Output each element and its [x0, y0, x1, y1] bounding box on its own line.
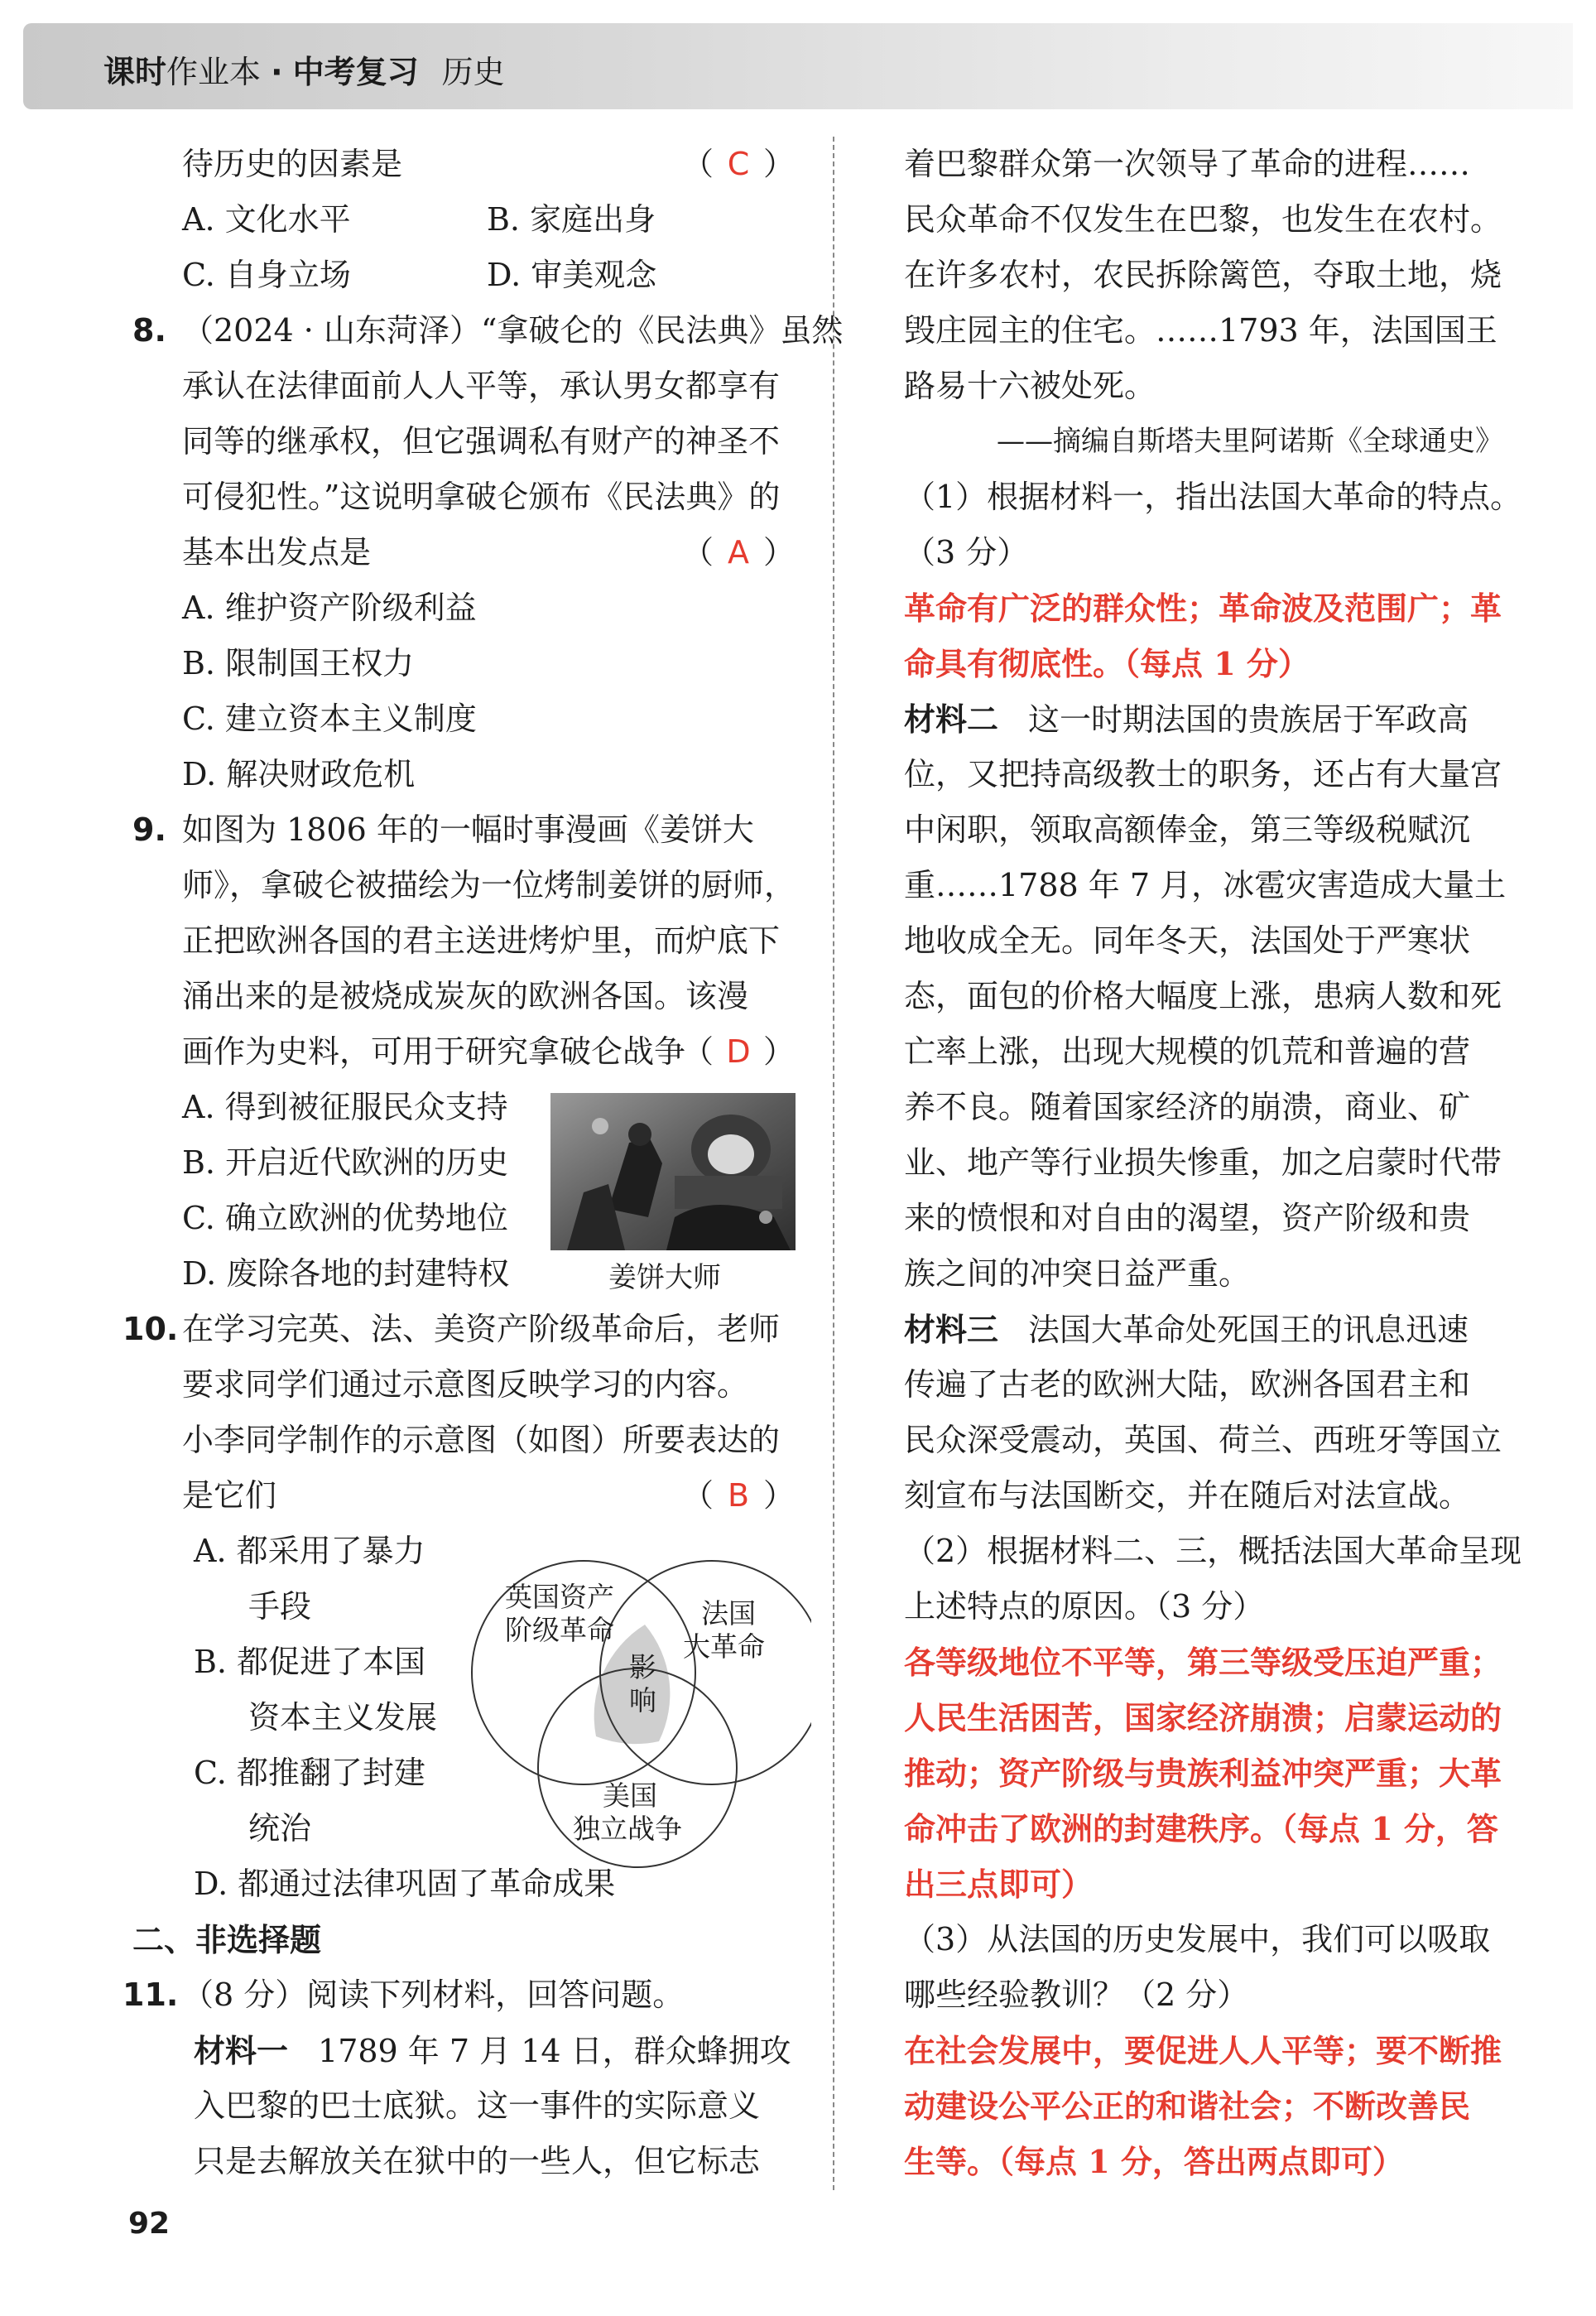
m2-line-9: 业、地产等行业损失惨重，加之启蒙时代带 — [904, 1144, 1502, 1181]
right-column — [904, 137, 1522, 2189]
a2-line-4: 命冲击了欧洲的封建秩序。（每点 1 分，答 — [904, 1810, 1498, 1847]
cartoon-caption: 姜饼大师 — [608, 1261, 721, 1294]
a2-line-2: 人民生活困苦，国家经济崩溃；启蒙运动的 — [904, 1699, 1502, 1736]
q10-option-b-cont: 资本主义发展 — [248, 1699, 438, 1736]
q7-options-row1: A. 文化水平 B. 家庭出身 — [182, 201, 656, 238]
q10-line-2: 要求同学们通过示意图反映学习的内容。 — [182, 1366, 749, 1403]
q3-line-1: （3）从法国的历史发展中，我们可以吸取 — [904, 1921, 1491, 1957]
q9-option-b: B. 开启近代欧洲的历史 — [182, 1144, 509, 1181]
m2-line-10: 来的愤恨和对自由的渴望，资产阶级和贵 — [904, 1200, 1471, 1236]
m2-line-7: 亡率上涨，出现大规模的饥荒和普遍的营 — [904, 1033, 1471, 1070]
q11-intro: 11. （8 分）阅读下列材料，回答问题。 — [123, 1977, 685, 2013]
m3-line-3: 民众深受震动，英国、荷兰、西班牙等国立 — [904, 1422, 1502, 1458]
m1-cont-3: 在许多农村，农民拆除篱笆，夺取土地，烧 — [904, 257, 1502, 293]
a3-line-1: 在社会发展中，要促进人人平等；要不断推 — [904, 2032, 1502, 2069]
q10-option-b: B. 都促进了本国 — [194, 1644, 426, 1680]
q10-option-c-cont: 统治 — [248, 1810, 312, 1847]
q8-option-a: A. 维护资产阶级利益 — [182, 590, 477, 626]
venn-label-usa-2: 独立战争 — [573, 1813, 682, 1845]
q10-option-a: A. 都采用了暴力 — [194, 1533, 425, 1569]
q8-line-4: 可侵犯性。”这说明拿破仑颁布《民法典》的 — [182, 479, 781, 515]
m3-line-1: 材料三 法国大革命处死国王的讯息迅速 — [904, 1311, 1469, 1348]
venn-center-2: 响 — [629, 1684, 656, 1717]
m2-line-4: 重……1788 年 7 月，冰雹灾害造成大量土 — [904, 867, 1507, 903]
q8-answer: （ A ） — [681, 534, 795, 571]
q8-option-d: D. 解决财政危机 — [182, 756, 416, 792]
q10-option-c: C. 都推翻了封建 — [194, 1755, 425, 1791]
q9-line-1: 9. 如图为 1806 年的一幅时事漫画《姜饼大 — [132, 811, 754, 848]
column-divider — [833, 137, 834, 2190]
section-heading: 二、非选择题 — [132, 1921, 322, 1958]
venn-label-britain-1: 英国资产 — [505, 1581, 614, 1613]
header-title: 课时作业本 · 中考复习 历史 — [103, 54, 505, 90]
a2-line-3: 推动；资产阶级与贵族利益冲突严重；大革 — [904, 1755, 1502, 1792]
m2-line-6: 态，面包的价格大幅度上涨，患病人数和死 — [904, 978, 1502, 1014]
q8-line-2: 承认在法律面前人人平等，承认男女都享有 — [182, 368, 781, 404]
a1-line-2: 命具有彻底性。（每点 1 分） — [904, 645, 1310, 682]
m1-cont-2: 民众革命不仅发生在巴黎，也发生在农村。 — [904, 201, 1502, 238]
m3-line-2: 传遍了古老的欧洲大陆，欧洲各国君主和 — [904, 1366, 1471, 1403]
q7-options-row2: C. 自身立场 D. 审美观念 — [182, 257, 657, 293]
m2-line-2: 位，又把持高级教士的职务，还占有大量宫 — [904, 756, 1502, 792]
q1-line-2: （3 分） — [904, 534, 1029, 571]
a1-line-1: 革命有广泛的群众性；革命波及范围广；革 — [904, 590, 1502, 627]
a2-line-1: 各等级地位不平等，第三等级受压迫严重； — [904, 1644, 1502, 1681]
q10-option-a-cont: 手段 — [248, 1588, 312, 1625]
a2-line-5: 出三点即可） — [904, 1866, 1094, 1903]
q11-m1-line-3: 只是去解放关在狱中的一些人，但它标志 — [194, 2143, 761, 2179]
q9-line-2: 师》，拿破仑被描绘为一位烤制姜饼的厨师， — [182, 867, 796, 903]
q9-line-4: 涌出来的是被烧成炭灰的欧洲各国。该漫 — [182, 978, 749, 1014]
m1-cont-4: 毁庄园主的住宅。……1793 年，法国国王 — [904, 312, 1497, 349]
q9-line-5: 画作为史料，可用于研究拿破仑战争 （ D ） — [123, 1024, 801, 1080]
q8-line-5: 基本出发点是 （ A ） — [123, 525, 801, 580]
venn-center-1: 影 — [629, 1651, 656, 1683]
q7-stem-tail: 待历史的因素是 （ C ） — [123, 137, 801, 192]
m1-source: ——摘编自斯塔夫里阿诺斯《全球通史》 — [997, 425, 1503, 458]
q10-line-4: 是它们 （ B ） — [123, 1468, 801, 1524]
q8-option-b: B. 限制国王权力 — [182, 645, 415, 681]
m2-line-5: 地收成全无。同年冬天，法国处于严寒状 — [904, 922, 1471, 959]
q11-m1-line-2: 入巴黎的巴士底狱。这一事件的实际意义 — [194, 2087, 761, 2124]
q7-answer: （ C ） — [681, 146, 795, 182]
q8-line-1: 8. （2024 · 山东菏泽）“拿破仑的《民法典》虽然 — [132, 312, 844, 349]
q10-option-d: D. 都通过法律巩固了革命成果 — [194, 1866, 616, 1902]
venn-label-usa-1: 美国 — [603, 1779, 657, 1812]
q11-m1-line-1: 材料一 1789 年 7 月 14 日，群众蜂拥攻 — [194, 2032, 791, 2069]
venn-label-france-2: 大革命 — [683, 1630, 765, 1663]
m2-line-1: 材料二 这一时期法国的贵族居于军政高 — [904, 701, 1469, 738]
q10-line-3: 小李同学制作的示意图（如图）所要表达的 — [182, 1422, 781, 1458]
q8-option-c: C. 建立资本主义制度 — [182, 701, 477, 737]
m2-line-8: 养不良。随着国家经济的崩溃，商业、矿 — [904, 1089, 1471, 1125]
q1-line-1: （1）根据材料一，指出法国大革命的特点。 — [904, 479, 1522, 515]
q10-line-1: 10. 在学习完英、法、美资产阶级革命后，老师 — [123, 1311, 781, 1347]
q2-line-1: （2）根据材料二、三，概括法国大革命呈现 — [904, 1533, 1522, 1569]
q2-line-2: 上述特点的原因。（3 分） — [904, 1588, 1265, 1625]
q3-line-2: 哪些经验教训？（2 分） — [904, 1977, 1249, 2013]
q9-option-a: A. 得到被征服民众支持 — [182, 1089, 508, 1125]
q9-line-3: 正把欧洲各国的君主送进烤炉里，而炉底下 — [182, 922, 781, 959]
gingerbread-master-cartoon — [550, 1093, 796, 1250]
m2-line-11: 族之间的冲突日益严重。 — [904, 1255, 1251, 1292]
q9-option-d: D. 废除各地的封建特权 — [182, 1255, 510, 1292]
m3-line-4: 刻宣布与法国断交，并在随后对法宣战。 — [904, 1477, 1471, 1514]
m2-line-3: 中闲职，领取高额俸金，第三等级税赋沉 — [904, 811, 1471, 848]
q10-answer: （ B ） — [681, 1477, 795, 1514]
m1-cont-1: 着巴黎群众第一次领导了革命的进程…… — [904, 146, 1471, 182]
q9-answer: （ D ） — [681, 1033, 795, 1070]
m1-cont-5: 路易十六被处死。 — [904, 368, 1156, 404]
a3-line-2: 动建设公平公正的和谐社会；不断改善民 — [904, 2087, 1471, 2125]
q9-option-c: C. 确立欧洲的优势地位 — [182, 1200, 508, 1236]
q8-line-3: 同等的继承权，但它强调私有财产的神圣不 — [182, 423, 781, 460]
venn-label-britain-2: 阶级革命 — [505, 1614, 614, 1646]
page-number: 92 — [128, 2207, 171, 2241]
a3-line-3: 生等。（每点 1 分，答出两点即可） — [904, 2143, 1404, 2180]
venn-diagram — [464, 1524, 811, 1871]
venn-label-france-1: 法国 — [701, 1597, 756, 1630]
